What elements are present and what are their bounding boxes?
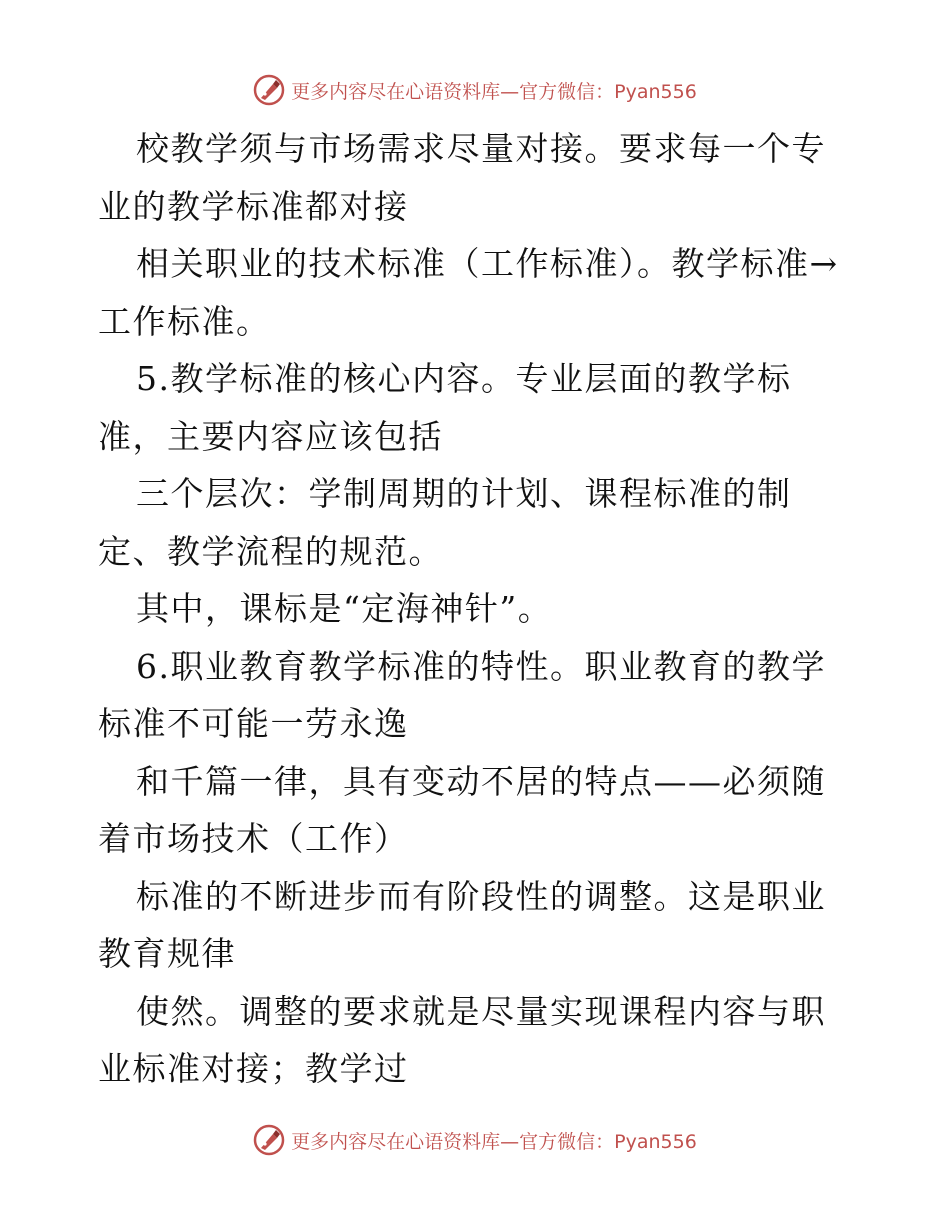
paragraph: 和千篇一律，具有变动不居的特点——必须随着市场技术（工作） bbox=[98, 761, 826, 858]
paragraph: 三个层次：学制周期的计划、课程标准的制定、教学流程的规范。 bbox=[98, 474, 792, 571]
watermark-wechat-id: Pyan556 bbox=[614, 80, 697, 103]
paragraph: 其中，课标是“定海神针”。 bbox=[136, 589, 553, 628]
paragraph: 6.职业教育教学标准的特性。职业教育的教学标准不可能一劳永逸 bbox=[98, 646, 826, 743]
pen-nib-logo-icon bbox=[253, 1124, 285, 1156]
pen-nib-logo-icon bbox=[253, 74, 285, 106]
document-body bbox=[98, 120, 858, 1098]
paragraph: 使然。调整的要求就是尽量实现课程内容与职业标准对接；教学过 bbox=[98, 991, 826, 1088]
footer-watermark bbox=[0, 1120, 950, 1160]
paragraph: 相关职业的技术标准（工作标准）。教学标准→工作标准。 bbox=[98, 244, 839, 341]
watermark-wechat-id: Pyan556 bbox=[614, 1130, 697, 1153]
header-watermark bbox=[0, 70, 950, 110]
paragraph: 校教学须与市场需求尽量对接。要求每一个专业的教学标准都对接 bbox=[98, 129, 826, 226]
watermark-text: 更多内容尽在心语资料库—官方微信：Pyan556 bbox=[291, 80, 697, 103]
watermark-text: 更多内容尽在心语资料库—官方微信：Pyan556 bbox=[291, 1130, 697, 1153]
paragraph: 5.教学标准的核心内容。专业层面的教学标准，主要内容应该包括 bbox=[98, 359, 792, 456]
paragraph: 标准的不断进步而有阶段性的调整。这是职业教育规律 bbox=[98, 876, 826, 973]
